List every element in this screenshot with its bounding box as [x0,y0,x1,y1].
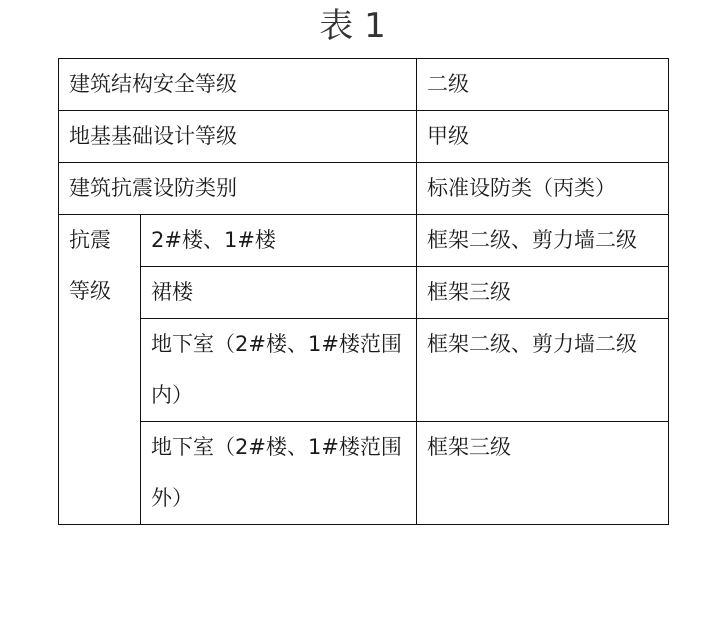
seismic-item-value: 框架三级 [417,422,669,525]
row-value-seismic-category: 标准设防类（丙类） [417,163,669,215]
table-row [59,59,669,111]
table-row [59,111,669,163]
table-row [59,215,669,267]
row-label-foundation-grade: 地基基础设计等级 [59,111,417,163]
row-value-foundation-grade: 甲级 [417,111,669,163]
table-title: 表 1 [319,6,386,46]
table-row [59,422,669,525]
seismic-item-label: 裙楼 [141,267,417,319]
seismic-item-label: 2#楼、1#楼 [141,215,417,267]
table-row [59,267,669,319]
structure-spec-table [58,58,669,525]
seismic-item-value: 框架二级、剪力墙二级 [417,319,669,422]
table-row [59,163,669,215]
row-label-safety-grade: 建筑结构安全等级 [59,59,417,111]
seismic-item-label: 地下室（2#楼、1#楼范围内） [141,319,417,422]
row-label-seismic-category: 建筑抗震设防类别 [59,163,417,215]
seismic-grade-group-label: 抗震等级 [59,215,141,525]
seismic-item-value: 框架二级、剪力墙二级 [417,215,669,267]
table-row [59,319,669,422]
seismic-item-label: 地下室（2#楼、1#楼范围外） [141,422,417,525]
row-value-safety-grade: 二级 [417,59,669,111]
seismic-item-value: 框架三级 [417,267,669,319]
